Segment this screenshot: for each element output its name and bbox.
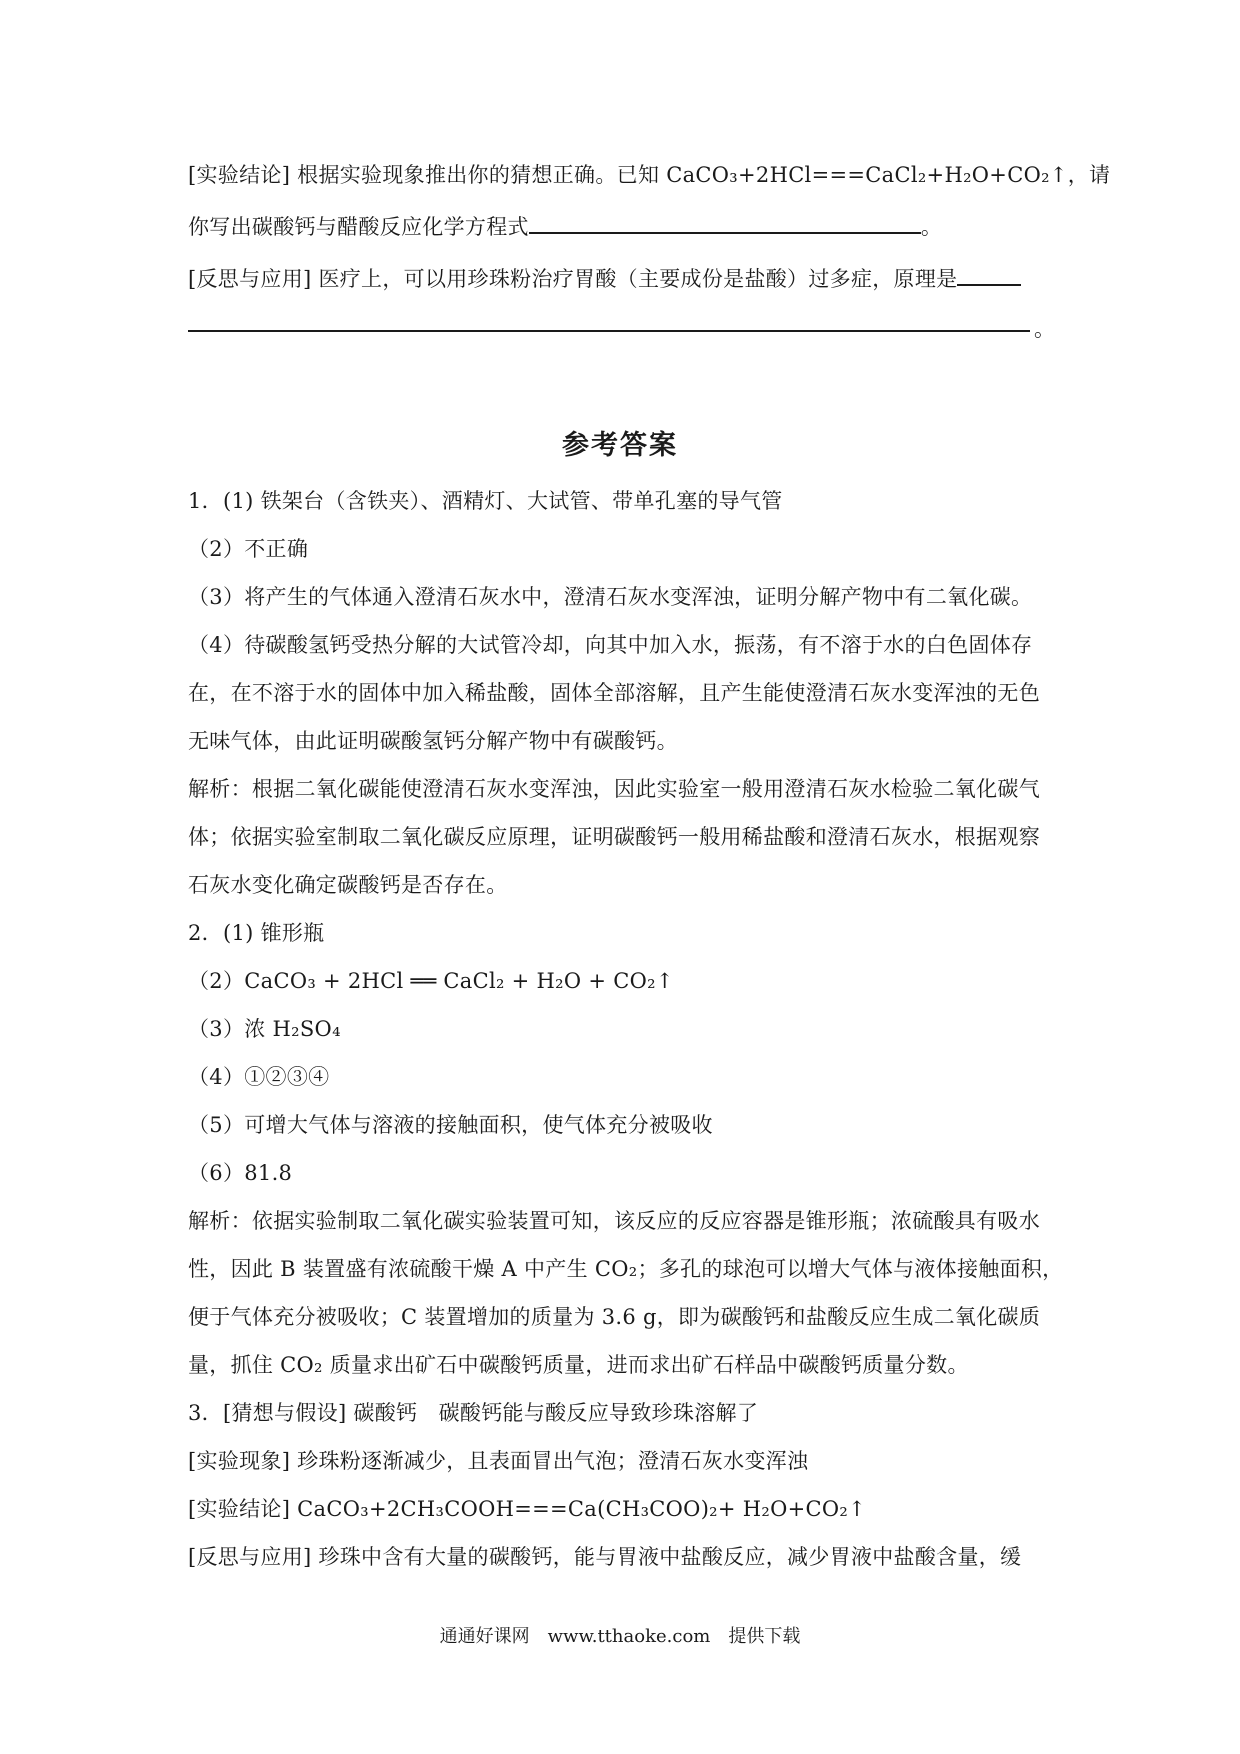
q2-answer-4: （4）①②③④ xyxy=(188,1065,330,1089)
answers-title: 参考答案 xyxy=(562,430,678,461)
q2-answer-1: 2．(1) 锥形瓶 xyxy=(188,921,325,945)
q2-answer-5: （5）可增大气体与溶液的接触面积，使气体充分被吸收 xyxy=(188,1113,713,1137)
q2-answer-6: （6）81.8 xyxy=(188,1161,293,1185)
q3-answer-4: [反思与应用] 珍珠中含有大量的碳酸钙，能与胃液中盐酸反应，减少胃液中盐酸含量，缓 xyxy=(188,1545,1022,1569)
q2-answer-2: （2）CaCO₃ + 2HCl ══ CaCl₂ + H₂O + CO₂↑ xyxy=(188,969,674,993)
q1-answer-4-line-3: 无味气体，由此证明碳酸氢钙分解产物中有碳酸钙。 xyxy=(188,729,678,753)
answer-blank-full-line[interactable] xyxy=(188,330,1030,332)
q2-explanation-line-4: 量，抓住 CO₂ 质量求出矿石中碳酸钙质量，进而求出矿石样品中碳酸钙质量分数。 xyxy=(188,1353,969,1377)
q1-answer-1: 1．(1) 铁架台（含铁夹）、酒精灯、大试管、带单孔塞的导气管 xyxy=(188,489,783,513)
q2-explanation-line-1: 解析：依据实验制取二氧化碳实验装置可知，该反应的反应容器是锥形瓶；浓硫酸具有吸水 xyxy=(188,1209,1040,1233)
q1-explanation-line-3: 石灰水变化确定碳酸钙是否存在。 xyxy=(188,873,508,897)
q1-explanation-line-1: 解析：根据二氧化碳能使澄清石灰水变浑浊，因此实验室一般用澄清石灰水检验二氧化碳气 xyxy=(188,777,1040,801)
q2-explanation-line-2: 性，因此 B 装置盛有浓硫酸干燥 A 中产生 CO₂；多孔的球泡可以增大气体与液体接触面积， xyxy=(188,1257,1064,1281)
conclusion-line-2 xyxy=(188,212,942,242)
q3-answer-3: [实验结论] CaCO₃+2CH₃COOH===Ca(CH₃COO)₂+ H₂O+CO₂↑ xyxy=(188,1497,867,1521)
q1-answer-2: （2）不正确 xyxy=(188,537,309,561)
answer-blank[interactable] xyxy=(957,266,1021,286)
reflection-line-1 xyxy=(188,264,1021,294)
period: 。 xyxy=(920,215,943,239)
q1-explanation-line-2: 体；依据实验室制取二氧化碳反应原理，证明碳酸钙一般用稀盐酸和澄清石灰水，根据观察 xyxy=(188,825,1040,849)
page-footer: 通通好课网 www.tthaoke.com 提供下载 xyxy=(439,1626,801,1647)
q3-answer-1: 3．[猜想与假设] 碳酸钙 碳酸钙能与酸反应导致珍珠溶解了 xyxy=(188,1401,759,1425)
q1-answer-4-line-1: （4）待碳酸氢钙受热分解的大试管冷却，向其中加入水，振荡，有不溶于水的白色固体存 xyxy=(188,633,1033,657)
conclusion-line-1: [实验结论] 根据实验现象推出你的猜想正确。已知 CaCO₃+2HCl===CaCl₂+H₂O+CO₂↑，请 xyxy=(188,163,1111,187)
q1-answer-3: （3）将产生的气体通入澄清石灰水中，澄清石灰水变浑浊，证明分解产物中有二氧化碳。 xyxy=(188,585,1033,609)
reflection-line-1-text: [反思与应用] 医疗上，可以用珍珠粉治疗胃酸（主要成份是盐酸）过多症，原理是 xyxy=(188,267,958,291)
conclusion-line-2-text: 你写出碳酸钙与醋酸反应化学方程式 xyxy=(188,215,529,239)
answer-blank[interactable] xyxy=(529,214,921,234)
q2-answer-3: （3）浓 H₂SO₄ xyxy=(188,1017,341,1041)
period: 。 xyxy=(1034,317,1055,341)
q1-answer-4-line-2: 在，在不溶于水的固体中加入稀盐酸，固体全部溶解，且产生能使澄清石灰水变浑浊的无色 xyxy=(188,681,1040,705)
q2-explanation-line-3: 便于气体充分被吸收；C 装置增加的质量为 3.6 g，即为碳酸钙和盐酸反应生成二氧化碳质 xyxy=(188,1305,1041,1329)
q3-answer-2: [实验现象] 珍珠粉逐渐减少，且表面冒出气泡；澄清石灰水变浑浊 xyxy=(188,1449,809,1473)
